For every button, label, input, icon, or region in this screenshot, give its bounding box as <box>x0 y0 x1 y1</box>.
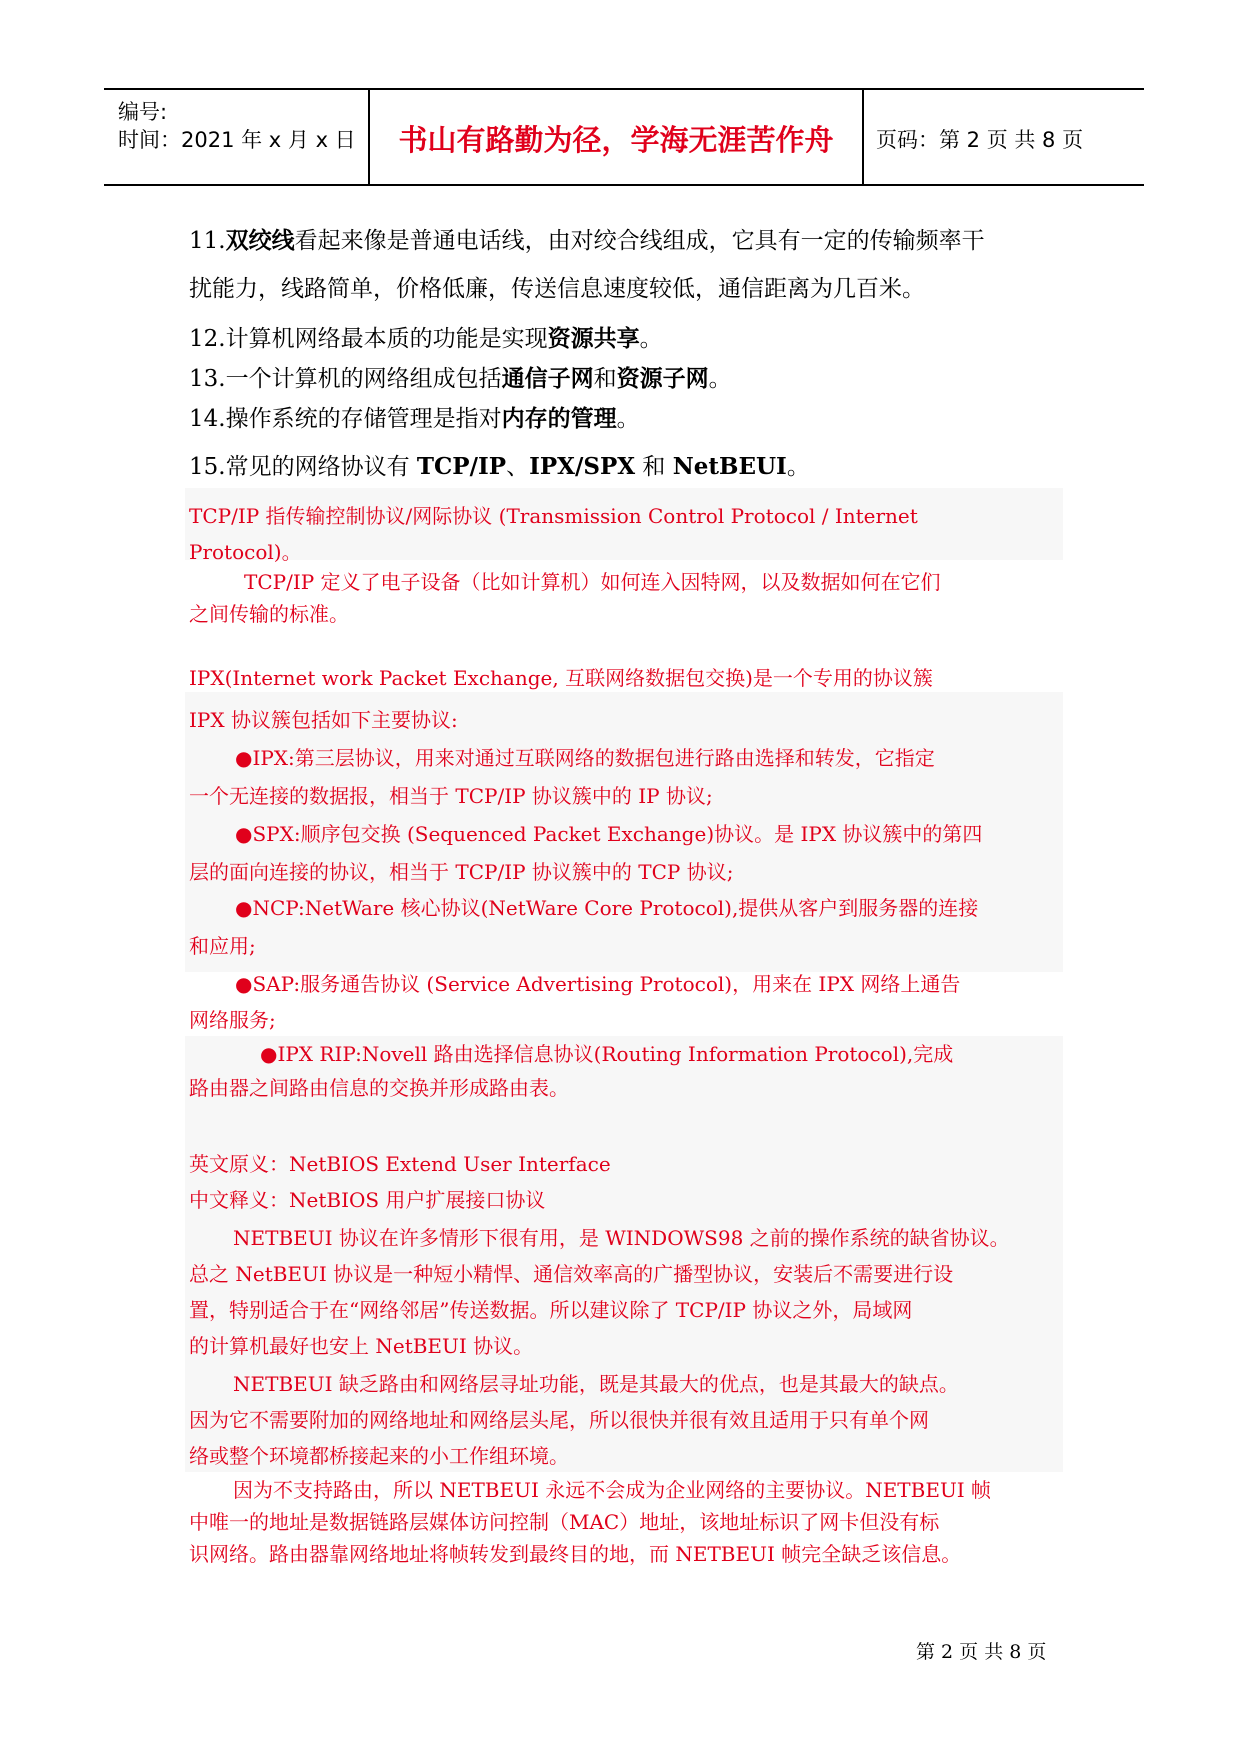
netbeui-line: NETBEUI 协议在许多情形下很有用，是 WINDOWS98 之前的操作系统的缺省协议。 <box>233 1226 1010 1250</box>
netbeui-line: 总之 NetBEUI 协议是一种短小精悍、通信效率高的广播型协议，安装后不需要进行设 <box>189 1262 954 1286</box>
item-14 <box>189 400 1059 433</box>
item-text: 、 <box>506 454 530 480</box>
item-11-line-2: 扰能力，线路简单，价格低廉，传送信息速度较低，通信距离为几百米。 <box>189 276 925 302</box>
ipx-line: ●NCP:NetWare 核心协议(NetWare Core Protocol),提供从客户到服务器的连接 <box>235 896 979 920</box>
item-text: 和 <box>593 366 617 392</box>
header-motto-cell <box>368 90 864 184</box>
item-text: 。 <box>616 406 640 432</box>
ipx-line: 网络服务; <box>189 1008 276 1032</box>
ipx-line: 一个无连接的数据报，相当于 TCP/IP 协议簇中的 IP 协议; <box>189 784 713 808</box>
netbeui-line: 识网络。路由器靠网络地址将帧转发到最终目的地，而 NETBEUI 帧完全缺乏该信息。 <box>189 1542 962 1566</box>
item-text: 13.一个计算机的网络组成包括 <box>189 366 502 392</box>
netbeui-line: 中文释义：NetBIOS 用户扩展接口协议 <box>189 1188 546 1212</box>
netbeui-line: 因为它不需要附加的网络地址和网络层头尾，所以很快并很有效且适用于只有单个网 <box>189 1408 929 1432</box>
netbeui-line: 中唯一的地址是数据链路层媒体访问控制（MAC）地址，该地址标识了网卡但没有标 <box>189 1510 940 1534</box>
item-13 <box>189 360 1059 393</box>
page-header <box>104 88 1144 186</box>
item-keyword: IPX/SPX <box>529 453 636 480</box>
header-motto: 书山有路勤为径，学海无涯苦作舟 <box>398 123 834 157</box>
item-11-line-1 <box>189 222 1059 255</box>
ipx-line: 路由器之间路由信息的交换并形成路由表。 <box>189 1076 569 1100</box>
header-page-number: 页码：第 2 页 共 8 页 <box>876 128 1084 152</box>
item-text: 和 <box>635 454 673 480</box>
header-meta-cell <box>104 90 368 184</box>
ipx-line: ●IPX RIP:Novell 路由选择信息协议(Routing Information Protocol),完成 <box>260 1042 954 1066</box>
tcpip-line: TCP/IP 指传输控制协议/网际协议 (Transmission Control Protocol / Internet <box>189 504 918 528</box>
item-text: 15.常见的网络协议有 <box>189 454 417 480</box>
ipx-line: 层的面向连接的协议，相当于 TCP/IP 协议簇中的 TCP 协议; <box>189 860 734 884</box>
item-keyword: 内存的管理 <box>501 405 617 432</box>
header-page-cell <box>862 90 1144 184</box>
tcpip-line: 之间传输的标准。 <box>189 602 349 626</box>
document-number-label: 编号: <box>118 100 168 124</box>
ipx-line: IPX(Internet work Packet Exchange, 互联网络数据包交换)是一个专用的协议簇 <box>189 666 933 690</box>
ipx-line: ●SPX:顺序包交换 (Sequenced Packet Exchange)协议。是 IPX 协议簇中的第四 <box>235 822 983 846</box>
item-15 <box>189 448 1059 481</box>
page-footer: 第 2 页 共 8 页 <box>916 1641 1047 1663</box>
ipx-line: ●IPX:第三层协议，用来对通过互联网络的数据包进行路由选择和转发，它指定 <box>235 746 935 770</box>
item-text: 14.操作系统的存储管理是指对 <box>189 406 502 432</box>
ipx-line: ●SAP:服务通告协议 (Service Advertising Protocol)，用来在 IPX 网络上通告 <box>235 972 961 996</box>
item-keyword: 资源子网 <box>616 365 709 392</box>
ipx-line: 和应用; <box>189 934 256 958</box>
tcpip-line: TCP/IP 定义了电子设备（比如计算机）如何连入因特网，以及数据如何在它们 <box>244 570 941 594</box>
ipx-line: IPX 协议簇包括如下主要协议: <box>189 708 458 732</box>
netbeui-line: 置，特别适合于在“网络邻居”传送数据。所以建议除了 TCP/IP 协议之外，局域网 <box>189 1298 913 1322</box>
item-keyword: 资源共享 <box>547 325 640 352</box>
tcpip-line: Protocol)。 <box>189 540 302 564</box>
netbeui-line: NETBEUI 缺乏路由和网络层寻址功能，既是其最大的优点，也是其最大的缺点。 <box>233 1372 959 1396</box>
netbeui-line: 络或整个环境都桥接起来的小工作组环境。 <box>189 1444 569 1468</box>
item-keyword: NetBEUI <box>672 453 787 480</box>
item-text: 。 <box>708 366 732 392</box>
item-text: 12.计算机网络最本质的功能是实现 <box>189 326 548 352</box>
netbeui-line: 因为不支持路由，所以 NETBEUI 永远不会成为企业网络的主要协议。NETBEUI 帧 <box>233 1478 992 1502</box>
item-keyword: 通信子网 <box>501 365 594 392</box>
netbeui-line: 的计算机最好也安上 NetBEUI 协议。 <box>189 1334 534 1358</box>
item-keyword: TCP/IP <box>416 453 507 480</box>
item-keyword: 双绞线 <box>225 227 295 254</box>
netbeui-line: 英文原义：NetBIOS Extend User Interface <box>189 1152 611 1176</box>
item-text: 。 <box>786 454 810 480</box>
item-text: 看起来像是普通电话线，由对绞合线组成，它具有一定的传输频率干 <box>294 228 985 254</box>
document-time-label: 时间：2021 年 x 月 x 日 <box>118 128 356 152</box>
item-12 <box>189 320 1059 353</box>
item-text: 11. <box>189 228 226 254</box>
item-text: 。 <box>639 326 663 352</box>
